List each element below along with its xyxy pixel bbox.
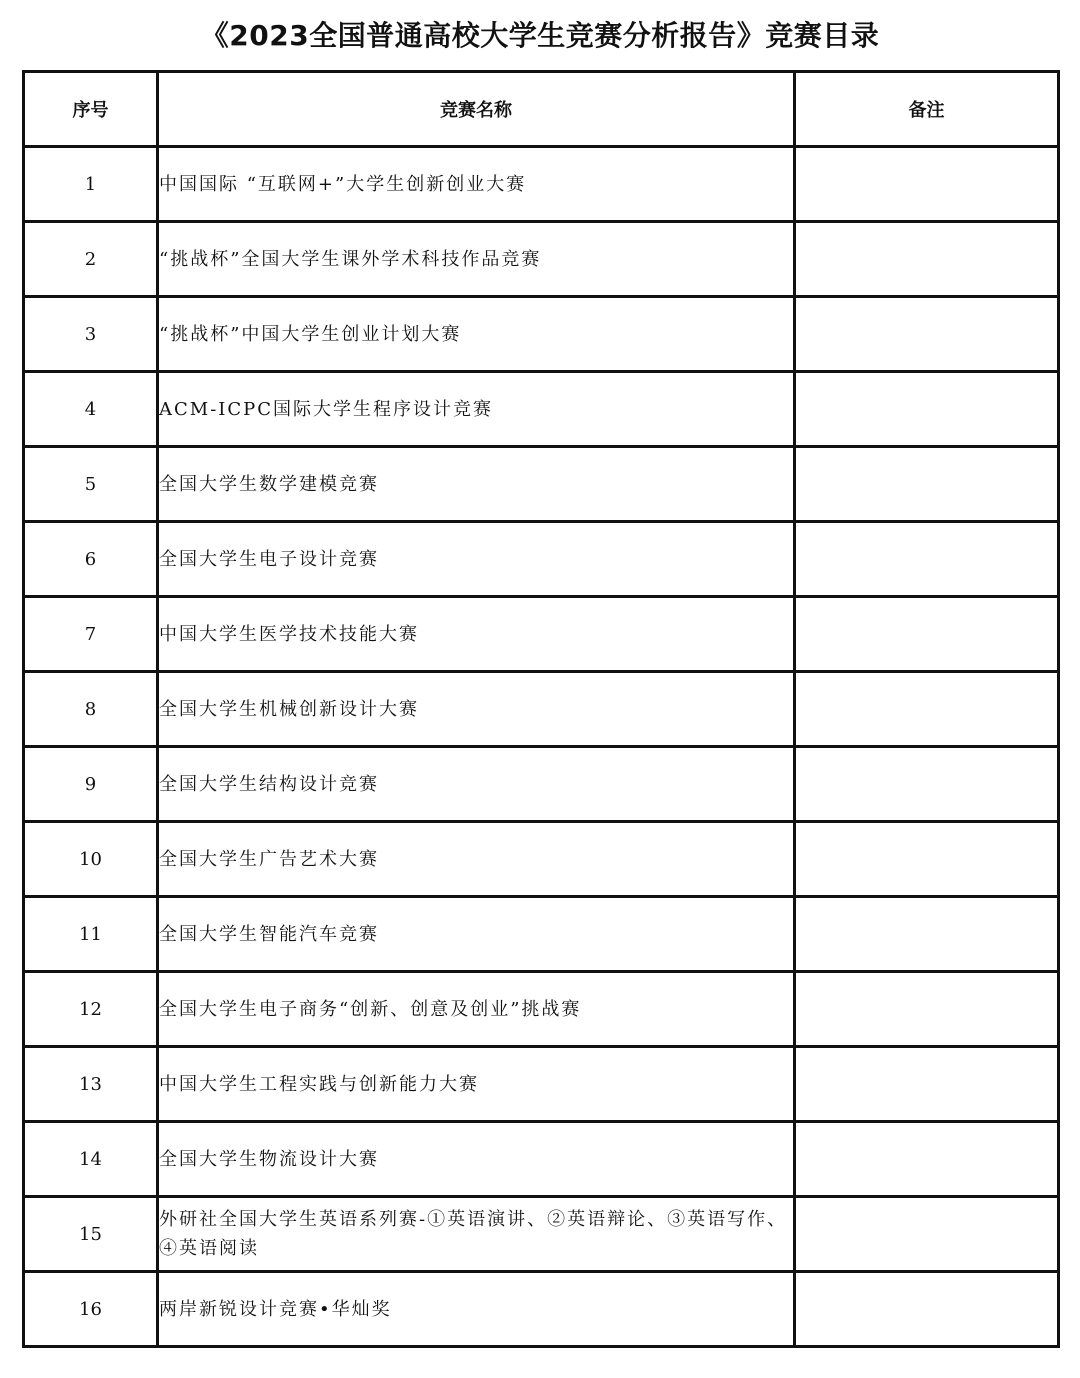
header-note: 备注 [795,72,1059,147]
table-row [24,822,1059,897]
cell-note [795,1122,1059,1197]
cell-name: 全国大学生电子设计竞赛 [158,522,795,597]
cell-name: 全国大学生广告艺术大赛 [158,822,795,897]
cell-index: 3 [24,297,158,372]
cell-name: 全国大学生结构设计竞赛 [158,747,795,822]
cell-index: 12 [24,972,158,1047]
cell-name: 全国大学生电子商务“创新、创意及创业”挑战赛 [158,972,795,1047]
table-row [24,597,1059,672]
header-index: 序号 [24,72,158,147]
table-header-row [24,72,1059,147]
cell-index: 13 [24,1047,158,1122]
cell-index: 14 [24,1122,158,1197]
table-row [24,897,1059,972]
cell-name: 全国大学生物流设计大赛 [158,1122,795,1197]
table-row [24,1122,1059,1197]
contest-table [22,70,1060,1348]
cell-name: 外研社全国大学生英语系列赛-①英语演讲、②英语辩论、③英语写作、④英语阅读 [158,1197,795,1272]
cell-note [795,447,1059,522]
cell-note [795,147,1059,222]
cell-index: 10 [24,822,158,897]
cell-name: ACM-ICPC国际大学生程序设计竞赛 [158,372,795,447]
cell-index: 2 [24,222,158,297]
cell-note [795,972,1059,1047]
cell-index: 1 [24,147,158,222]
cell-index: 11 [24,897,158,972]
table-row [24,1047,1059,1122]
cell-note [795,372,1059,447]
cell-note [795,822,1059,897]
table-row [24,522,1059,597]
cell-index: 15 [24,1197,158,1272]
cell-note [795,297,1059,372]
cell-note [795,522,1059,597]
table-row [24,147,1059,222]
cell-name: “挑战杯”全国大学生课外学术科技作品竞赛 [158,222,795,297]
cell-name: 全国大学生机械创新设计大赛 [158,672,795,747]
table-row [24,447,1059,522]
table-row [24,372,1059,447]
cell-note [795,222,1059,297]
cell-note [795,747,1059,822]
cell-index: 4 [24,372,158,447]
header-name: 竞赛名称 [158,72,795,147]
cell-note [795,1272,1059,1347]
table-row [24,1272,1059,1347]
cell-index: 16 [24,1272,158,1347]
table-row [24,222,1059,297]
table-row [24,672,1059,747]
cell-note [795,1047,1059,1122]
cell-name: 全国大学生数学建模竞赛 [158,447,795,522]
table-row [24,297,1059,372]
table-body [24,147,1059,1347]
cell-note [795,897,1059,972]
cell-name: 两岸新锐设计竞赛•华灿奖 [158,1272,795,1347]
cell-name: “挑战杯”中国大学生创业计划大赛 [158,297,795,372]
table-row [24,747,1059,822]
cell-index: 9 [24,747,158,822]
cell-index: 5 [24,447,158,522]
cell-note [795,672,1059,747]
cell-name: 中国大学生医学技术技能大赛 [158,597,795,672]
table-row [24,972,1059,1047]
cell-note [795,1197,1059,1272]
cell-index: 7 [24,597,158,672]
cell-index: 8 [24,672,158,747]
cell-note [795,597,1059,672]
cell-name: 中国国际 “互联网+”大学生创新创业大赛 [158,147,795,222]
cell-name: 全国大学生智能汽车竞赛 [158,897,795,972]
cell-name: 中国大学生工程实践与创新能力大赛 [158,1047,795,1122]
document-title: 《2023全国普通高校大学生竞赛分析报告》竞赛目录 [200,19,880,52]
table-row [24,1197,1059,1272]
cell-index: 6 [24,522,158,597]
